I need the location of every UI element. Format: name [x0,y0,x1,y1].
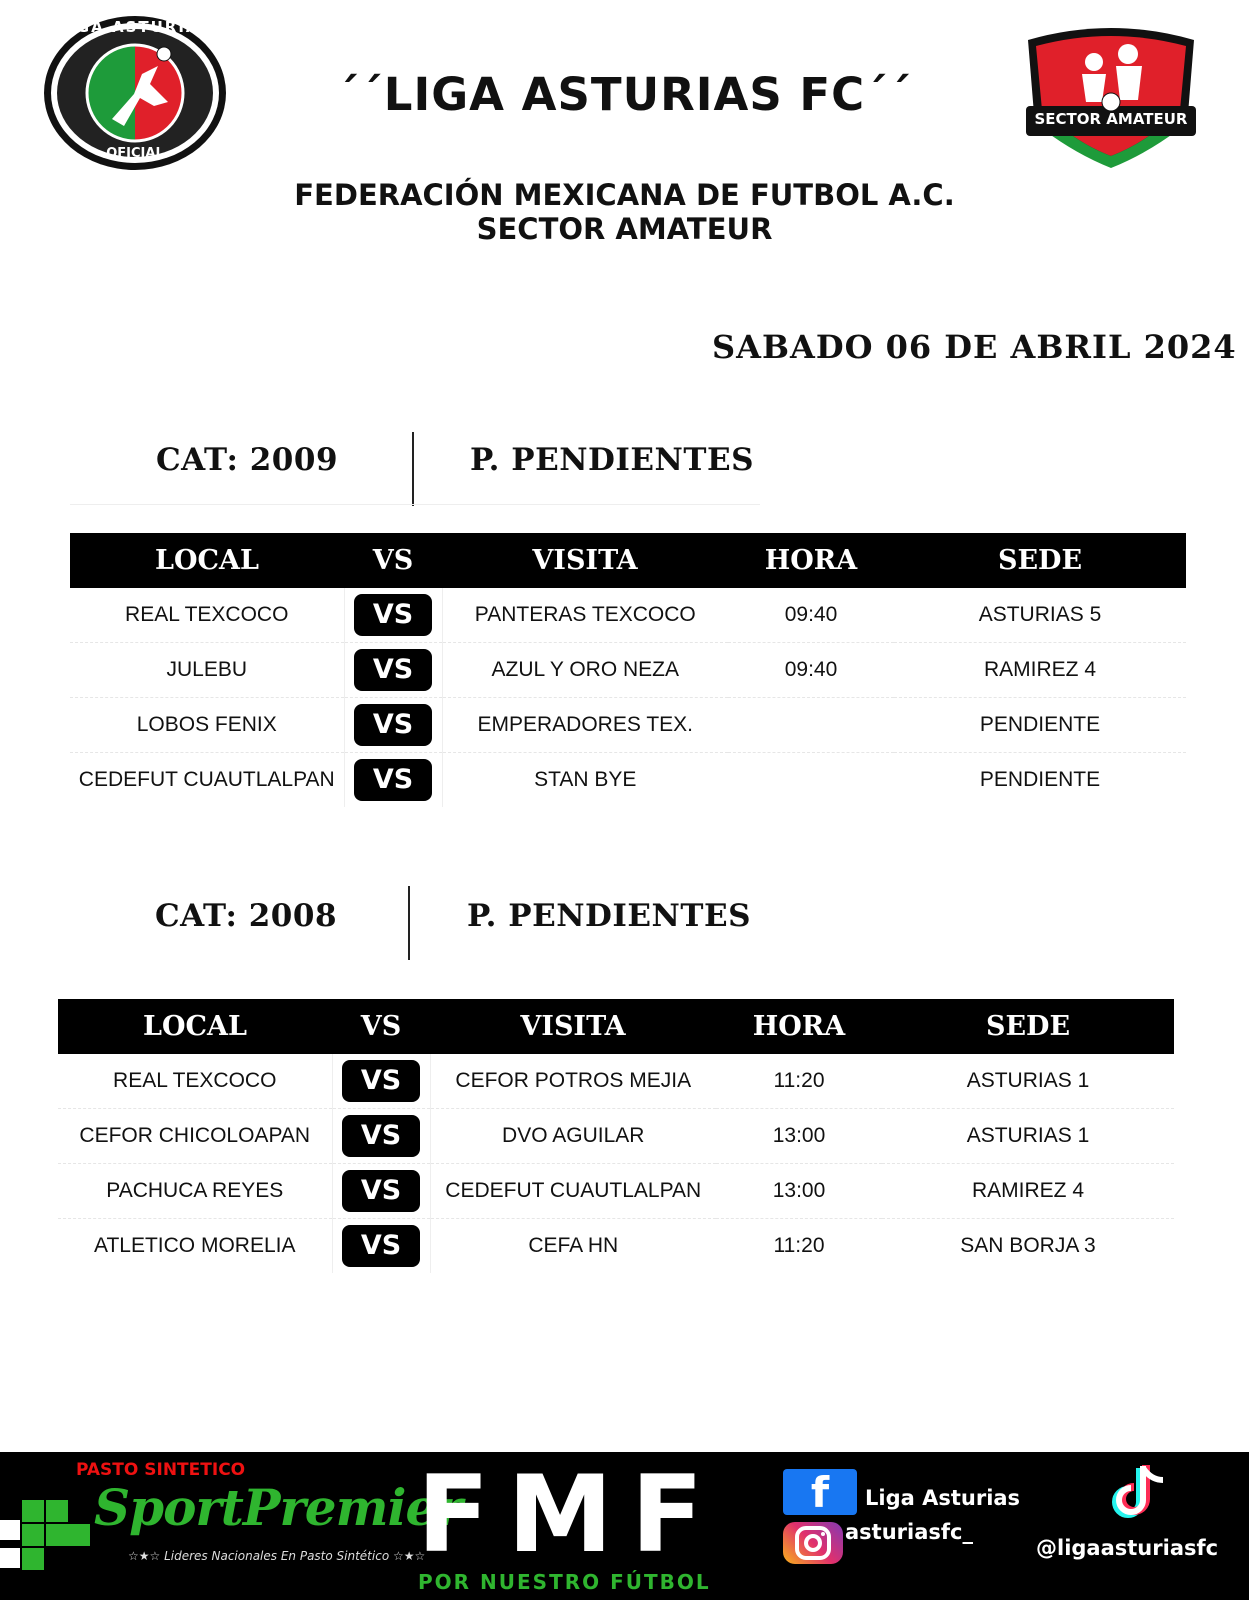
match-date: SABADO 06 DE ABRIL 2024 [712,328,1237,366]
sponsor-top-text: PASTO SINTETICO [76,1460,246,1480]
match-venue: ASTURIAS 5 [894,588,1186,643]
visiting-team: AZUL Y ORO NEZA [442,643,728,698]
vs-badge: VS [342,1060,420,1102]
match-time: 09:40 [728,588,894,643]
page-title: ´´LIGA ASTURIAS FC´´ [336,68,913,121]
sponsor-grass-icon [0,1500,96,1583]
fmf-tagline: POR NUESTRO FÚTBOL [418,1570,711,1594]
match-venue: ASTURIAS 1 [882,1109,1174,1164]
tiktok-icon [1095,1462,1179,1527]
match-time [728,698,894,753]
visiting-team: DVO AGUILAR [430,1109,716,1164]
vs-badge: VS [354,594,432,636]
column-header-visita: VISITA [430,999,716,1054]
visiting-team: PANTERAS TEXCOCO [442,588,728,643]
column-header-sede: SEDE [882,999,1174,1054]
column-header-hora: HORA [716,999,882,1054]
local-team: ATLETICO MORELIA [94,1234,296,1257]
section-rule [70,504,760,505]
fmf-logo: FMF [417,1453,722,1576]
vs-badge: VS [342,1170,420,1212]
match-time [728,753,894,808]
federation-name: FEDERACIÓN MEXICANA DE FUTBOL A.C. [294,178,955,212]
vs-badge: VS [342,1115,420,1157]
table-row [58,1219,1174,1274]
category-label: CAT: 2008 [155,898,338,934]
local-team: JULEBU [70,643,344,698]
local-team: PACHUCA REYES [58,1164,332,1219]
local-team: CEDEFUT CUAUTLALPAN [78,768,335,791]
vs-badge: VS [342,1225,420,1267]
facebook-handle: Liga Asturias [865,1486,1021,1510]
local-team: CEFOR CHICOLOAPAN [58,1109,332,1164]
match-time: 09:40 [728,643,894,698]
column-header-hora: HORA [728,533,894,588]
vs-badge: VS [354,759,432,801]
local-team: REAL TEXCOCO [70,588,344,643]
column-header-vs: VS [332,999,430,1054]
table-header-row [70,533,1186,588]
phase-label: P. PENDIENTES [467,898,751,934]
table-row [58,1109,1174,1164]
federation-heading [0,178,1249,246]
sponsor-name: SportPremier [94,1478,462,1537]
visiting-team: STAN BYE [534,768,637,791]
local-team: LOBOS FENIX [70,698,344,753]
matches-table-2009 [70,533,1186,807]
column-header-sede: SEDE [894,533,1186,588]
match-venue: RAMIREZ 4 [894,643,1186,698]
sector-name: SECTOR AMATEUR [476,212,773,246]
column-header-local: LOCAL [58,999,332,1054]
category-divider [412,432,414,506]
phase-label: P. PENDIENTES [470,442,754,478]
liga-asturias-logo-text: LIGA ASTURIAS [57,18,213,36]
match-time: 11:20 [773,1234,825,1257]
category-divider [408,886,410,960]
instagram-icon [783,1522,843,1564]
table-row [58,1164,1174,1219]
local-team: REAL TEXCOCO [58,1054,332,1109]
match-venue: ASTURIAS 1 [882,1054,1174,1109]
table-row [70,643,1186,698]
table-row [70,588,1186,643]
tiktok-handle: @ligaasturiasfc [1036,1536,1219,1560]
sector-amateur-logo-text: SECTOR AMATEUR [1034,110,1188,128]
match-time: 11:20 [716,1054,882,1109]
table-row [58,1054,1174,1109]
visiting-team: CEDEFUT CUAUTLALPAN [430,1164,716,1219]
vs-badge: VS [354,649,432,691]
visiting-team: CEFA HN [528,1234,619,1257]
visiting-team: CEFOR POTROS MEJIA [430,1054,716,1109]
table-header-row [58,999,1174,1054]
matches-table-2008 [58,999,1174,1273]
facebook-icon: f [783,1469,857,1515]
instagram-handle: asturiasfc_ [845,1520,973,1544]
match-time: 13:00 [716,1164,882,1219]
visiting-team: EMPERADORES TEX. [442,698,728,753]
match-venue: SAN BORJA 3 [960,1234,1096,1257]
match-venue: PENDIENTE [979,768,1101,791]
table-row [70,753,1186,808]
column-header-vs: VS [344,533,442,588]
sponsor-tagline: ☆★☆ Lideres Nacionales En Pasto Sintético ☆★☆ [128,1549,426,1563]
match-venue: RAMIREZ 4 [882,1164,1174,1219]
vs-badge: VS [354,704,432,746]
column-header-visita: VISITA [442,533,728,588]
table-row [70,698,1186,753]
column-header-local: LOCAL [70,533,344,588]
match-venue: PENDIENTE [894,698,1186,753]
match-time: 13:00 [716,1109,882,1164]
category-label: CAT: 2009 [156,442,339,478]
liga-asturias-logo-sub: OFICIAL [106,146,164,161]
